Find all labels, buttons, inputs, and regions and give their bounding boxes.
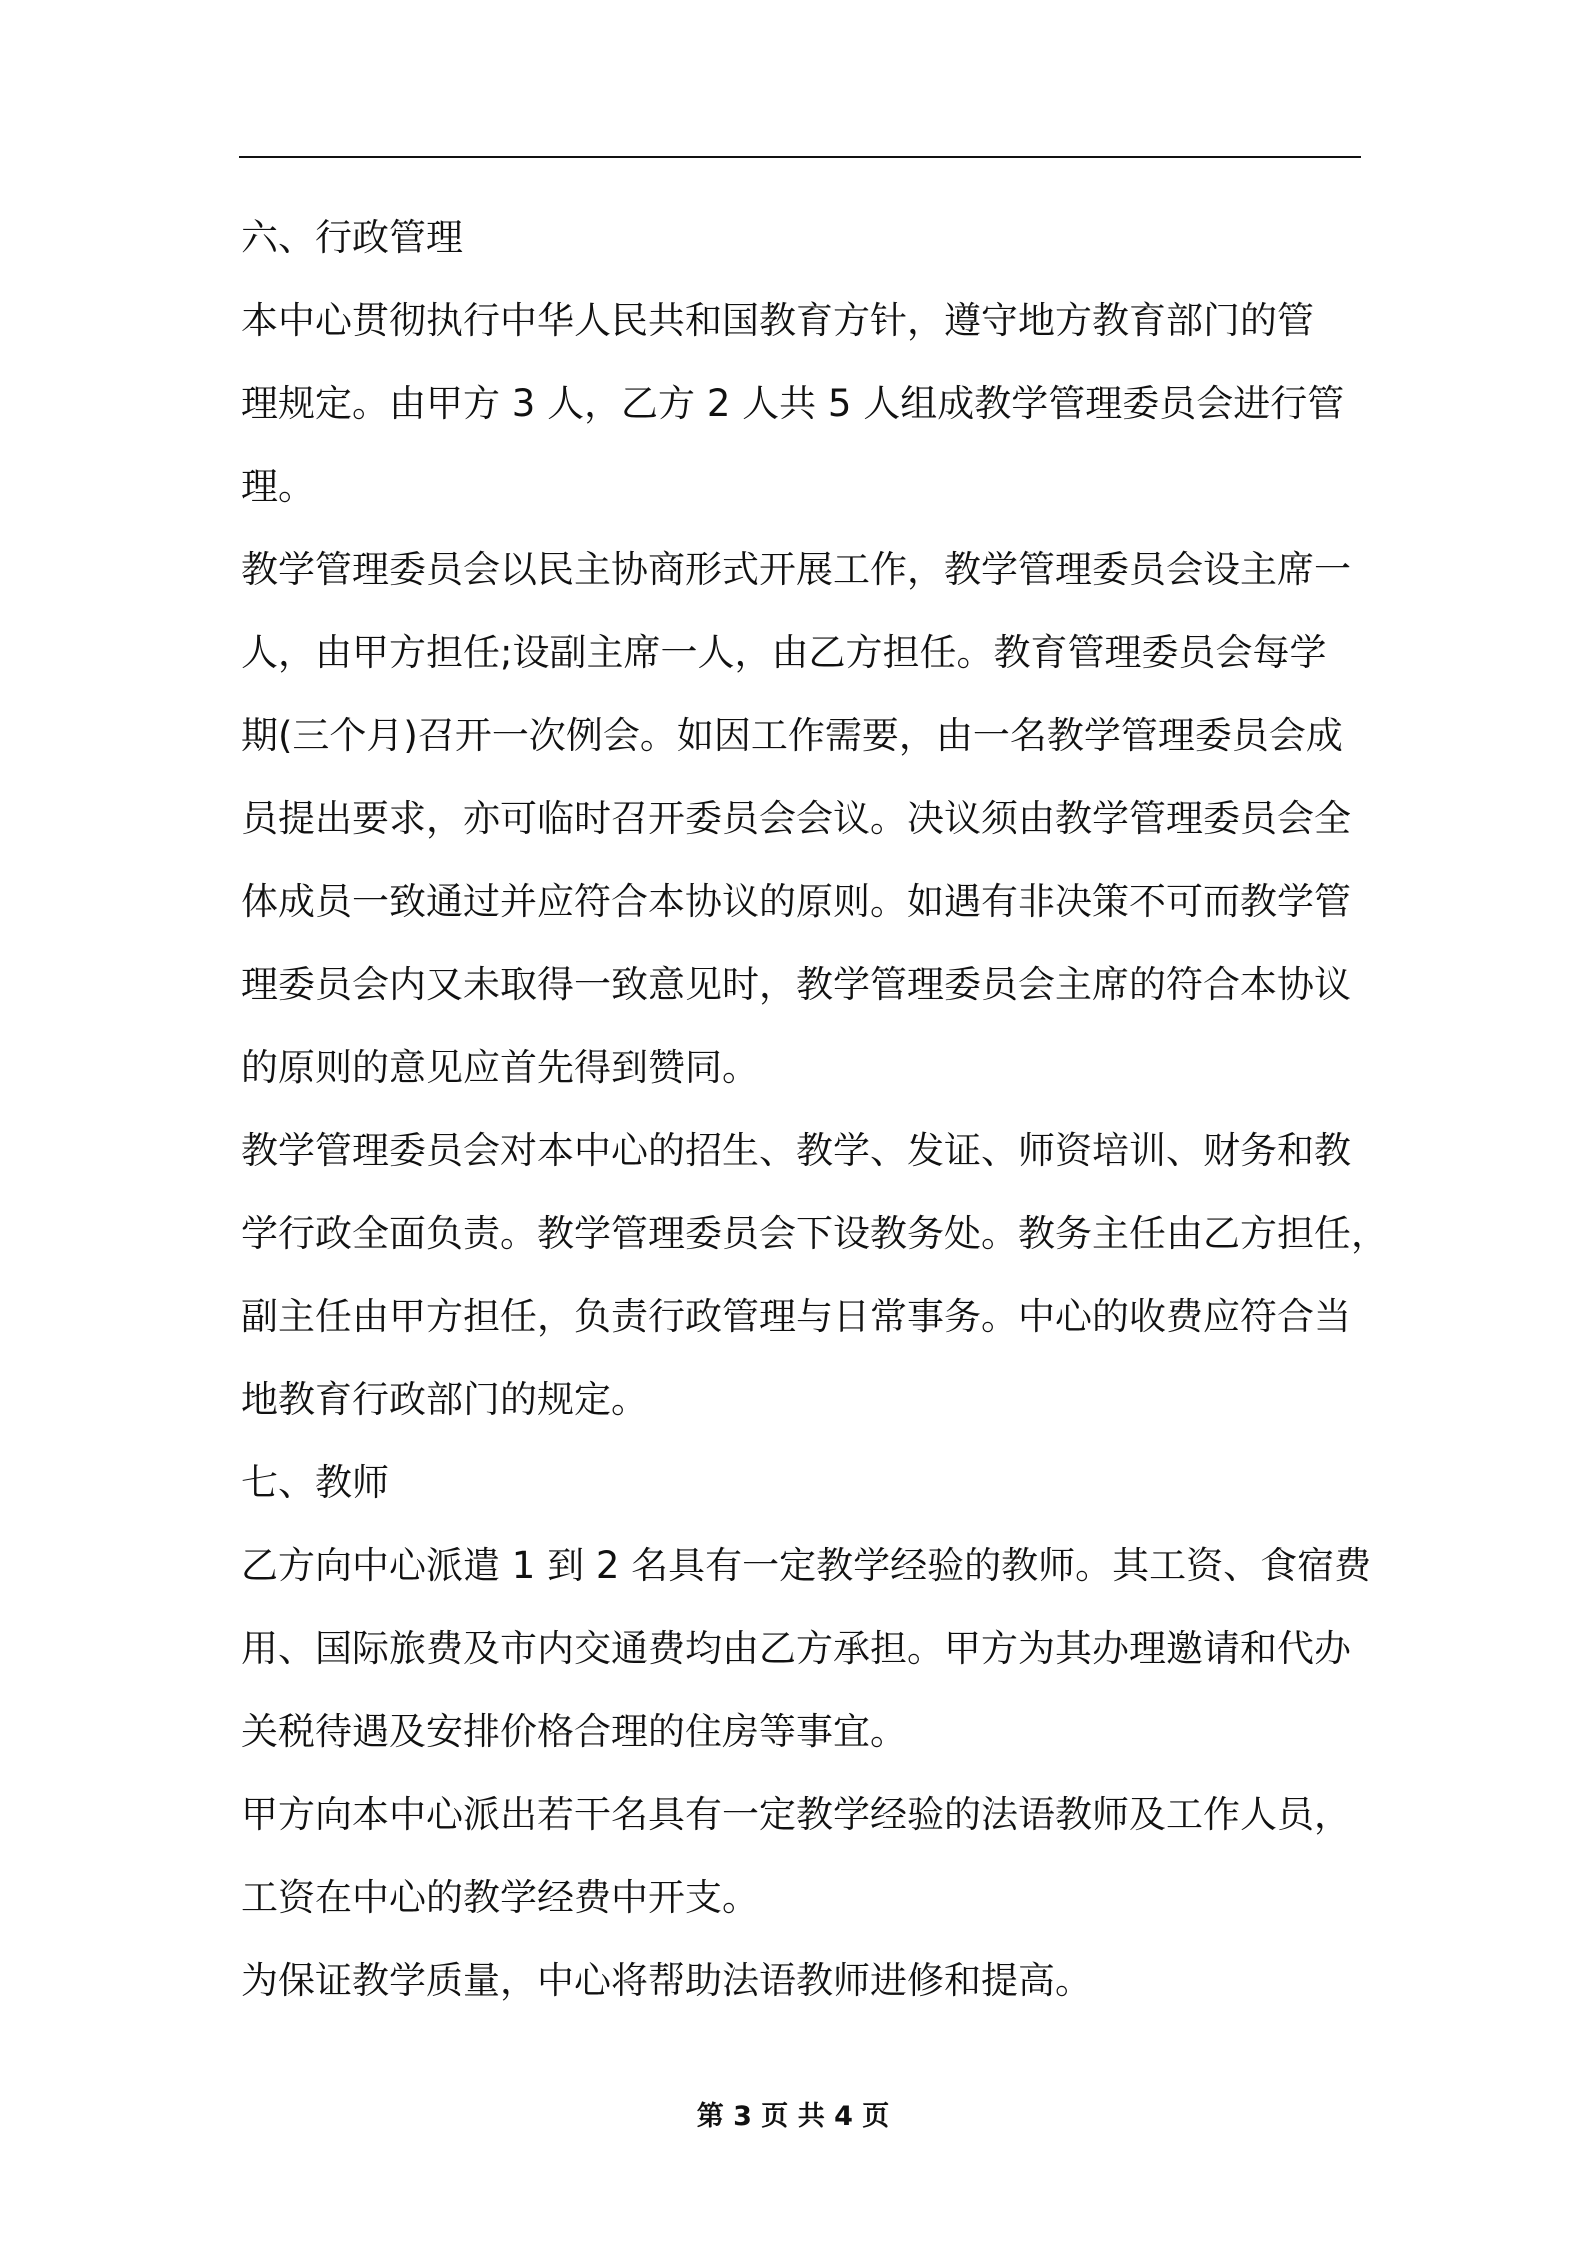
text-line: 关税待遇及安排价格合理的住房等事宜。 <box>241 1710 907 1753</box>
section-heading-administration: 六、行政管理 <box>241 216 463 259</box>
page-number-footer: 第 3 页 共 4 页 <box>696 2101 890 2132</box>
text-line: 体成员一致通过并应符合本协议的原则。如遇有非决策不可而教学管 <box>241 880 1351 923</box>
text-line: 工资在中心的教学经费中开支。 <box>241 1876 759 1919</box>
text-line: 乙方向中心派遣 1 到 2 名具有一定教学经验的教师。其工资、食宿费 <box>241 1544 1372 1587</box>
text-line: 教学管理委员会对本中心的招生、教学、发证、师资培训、财务和教 <box>241 1129 1351 1172</box>
text-line: 教学管理委员会以民主协商形式开展工作，教学管理委员会设主席一 <box>241 548 1351 591</box>
text-line: 的原则的意见应首先得到赞同。 <box>241 1046 759 1089</box>
section-heading-teachers: 七、教师 <box>241 1461 389 1504</box>
text-line: 人，由甲方担任;设副主席一人，由乙方担任。教育管理委员会每学 <box>241 631 1327 674</box>
text-line: 学行政全面负责。教学管理委员会下设教务处。教务主任由乙方担任， <box>241 1212 1388 1255</box>
text-line: 理规定。由甲方 3 人，乙方 2 人共 5 人组成教学管理委员会进行管 <box>241 382 1345 425</box>
document-body <box>241 196 1388 2022</box>
text-line: 理委员会内又未取得一致意见时，教学管理委员会主席的符合本协议 <box>241 963 1351 1006</box>
text-line: 用、国际旅费及市内交通费均由乙方承担。甲方为其办理邀请和代办 <box>241 1627 1351 1670</box>
text-line: 为保证教学质量，中心将帮助法语教师进修和提高。 <box>241 1959 1092 2002</box>
text-line: 地教育行政部门的规定。 <box>241 1378 648 1421</box>
text-line: 副主任由甲方担任，负责行政管理与日常事务。中心的收费应符合当 <box>241 1295 1351 1338</box>
text-line: 理。 <box>241 465 315 508</box>
text-line: 员提出要求，亦可临时召开委员会会议。决议须由教学管理委员会全 <box>241 797 1351 840</box>
text-line: 期(三个月)召开一次例会。如因工作需要，由一名教学管理委员会成 <box>241 714 1343 757</box>
header-rule <box>239 156 1361 158</box>
text-line: 本中心贯彻执行中华人民共和国教育方针，遵守地方教育部门的管 <box>241 299 1314 342</box>
text-line: 甲方向本中心派出若干名具有一定教学经验的法语教师及工作人员， <box>241 1793 1351 1836</box>
